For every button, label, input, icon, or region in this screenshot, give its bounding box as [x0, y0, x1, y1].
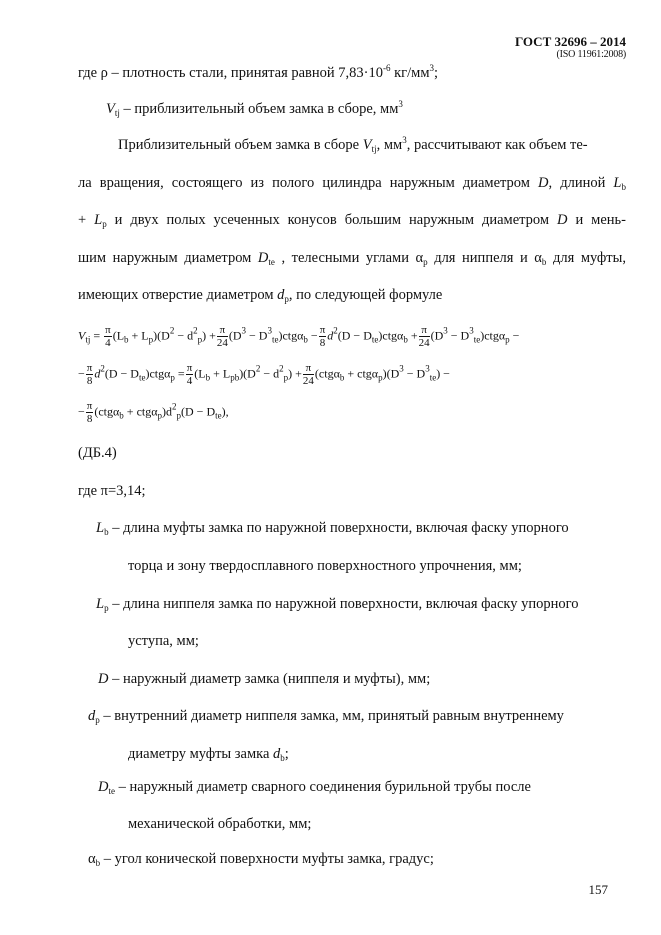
- def-lb-cont: торца и зону твердосплавного поверхностного упрочнения, мм;: [128, 558, 522, 574]
- def-lp-cont: уступа, мм;: [128, 633, 199, 649]
- def-dp-cont: диаметру муфты замка $d_b$;: [128, 746, 289, 763]
- paragraph-line-5: имеющих отверстие диаметром $d_p$, по следующей формуле: [78, 287, 443, 304]
- fraction-pi-8: $\frac{\pi}{8}$: [319, 324, 326, 349]
- def-lb: $L_b$ – длина муфты замка по наружной поверхности, включая фаску упорного: [96, 520, 569, 537]
- paragraph-line-1: Приблизительный объем замка в сборе $V_{tj}$, $мм^3$, рассчитывают как объем те-: [118, 135, 588, 154]
- fraction-pi-24: $\frac{\pi}{24}$: [216, 324, 228, 349]
- paragraph-line-4: шим наружным диаметром $D_{te}$ , телесными углами $\alpha_p$ для ниппеля и $\alpha_b$ для муфты,: [78, 250, 626, 267]
- paragraph-line-2: ла вращения, состоящего из полого цилиндра наружным диаметром D, длиной $L_b$: [78, 175, 626, 192]
- fraction-pi-4: $\frac{\pi}{4}$: [186, 362, 193, 387]
- def-alpha-b: $\alpha_b$ – угол конической поверхности муфты замка, градус;: [88, 851, 434, 868]
- formula-row-1: $V_{tj}$ = $\frac{\pi}{4}$ $(L_b + L_p)(D^2 - d^2_p)$ + $\frac{\pi}{24}$ $(D^3 - D^3_{te})ctg\alpha_b$ − $\frac{\pi}{8}$ $d^2(D - D_{te})ctg\alpha_b$ + $\frac{\pi}{24}$ $(D^3 - D^3_{te})ctg\alpha_p$ −: [78, 324, 520, 349]
- fraction-pi-24: $\frac{\pi}{24}$: [302, 362, 314, 387]
- def-dte: $D_{te}$ – наружный диаметр сварного соединения бурильной трубы после: [98, 779, 531, 796]
- formula-row-2: − $\frac{\pi}{8}$ $d^2(D - D_{te})ctg\alpha_p$ = $\frac{\pi}{4}$ $(L_b + L_{pb})(D^2 - d^2_p)$ + $\frac{\pi}{24}$ $(ctg\alpha_b + ctg\alpha_p)(D^3 - D^3_{te})$ −: [78, 362, 450, 387]
- fraction-pi-24: $\frac{\pi}{24}$: [418, 324, 430, 349]
- standard-number: ГОСТ 32696 – 2014: [514, 34, 626, 49]
- def-lp: $L_p$ – длина ниппеля замка по наружной поверхности, включая фаску упорного: [96, 596, 579, 613]
- iso-reference: (ISO 11961:2008): [556, 49, 626, 60]
- def-dte-cont: механической обработки, мм;: [128, 816, 312, 832]
- fraction-pi-8: $\frac{\pi}{8}$: [86, 362, 93, 387]
- page-number: 157: [588, 882, 608, 897]
- paragraph-line-3: + $L_p$ и двух полых усеченных конусов большим наружным диаметром D и мень-: [78, 212, 626, 229]
- def-dp: $d_p$ – внутренний диаметр ниппеля замка, мм, принятый равным внутреннему: [88, 708, 564, 725]
- density-definition: где ρ – плотность стали, принятая равной $7,83\cdot 10^{-6}$ $кг/мм^3$;: [78, 63, 439, 81]
- pi-definition: где π=3,14;: [78, 483, 146, 499]
- equation-label: (ДБ.4): [78, 445, 117, 461]
- volume-definition: $V_{tj}$ – приблизительный объем замка в сборе, $мм^3$: [106, 99, 403, 118]
- fraction-pi-8: $\frac{\pi}{8}$: [86, 400, 93, 425]
- fraction-pi-4: $\frac{\pi}{4}$: [105, 324, 111, 349]
- formula-row-3: − $\frac{\pi}{8}$ $(ctg\alpha_b + ctg\alpha_p)d^2_p(D - D_{te})$,: [78, 400, 229, 425]
- def-d: D – наружный диаметр замка (ниппеля и муфты), мм;: [98, 671, 431, 687]
